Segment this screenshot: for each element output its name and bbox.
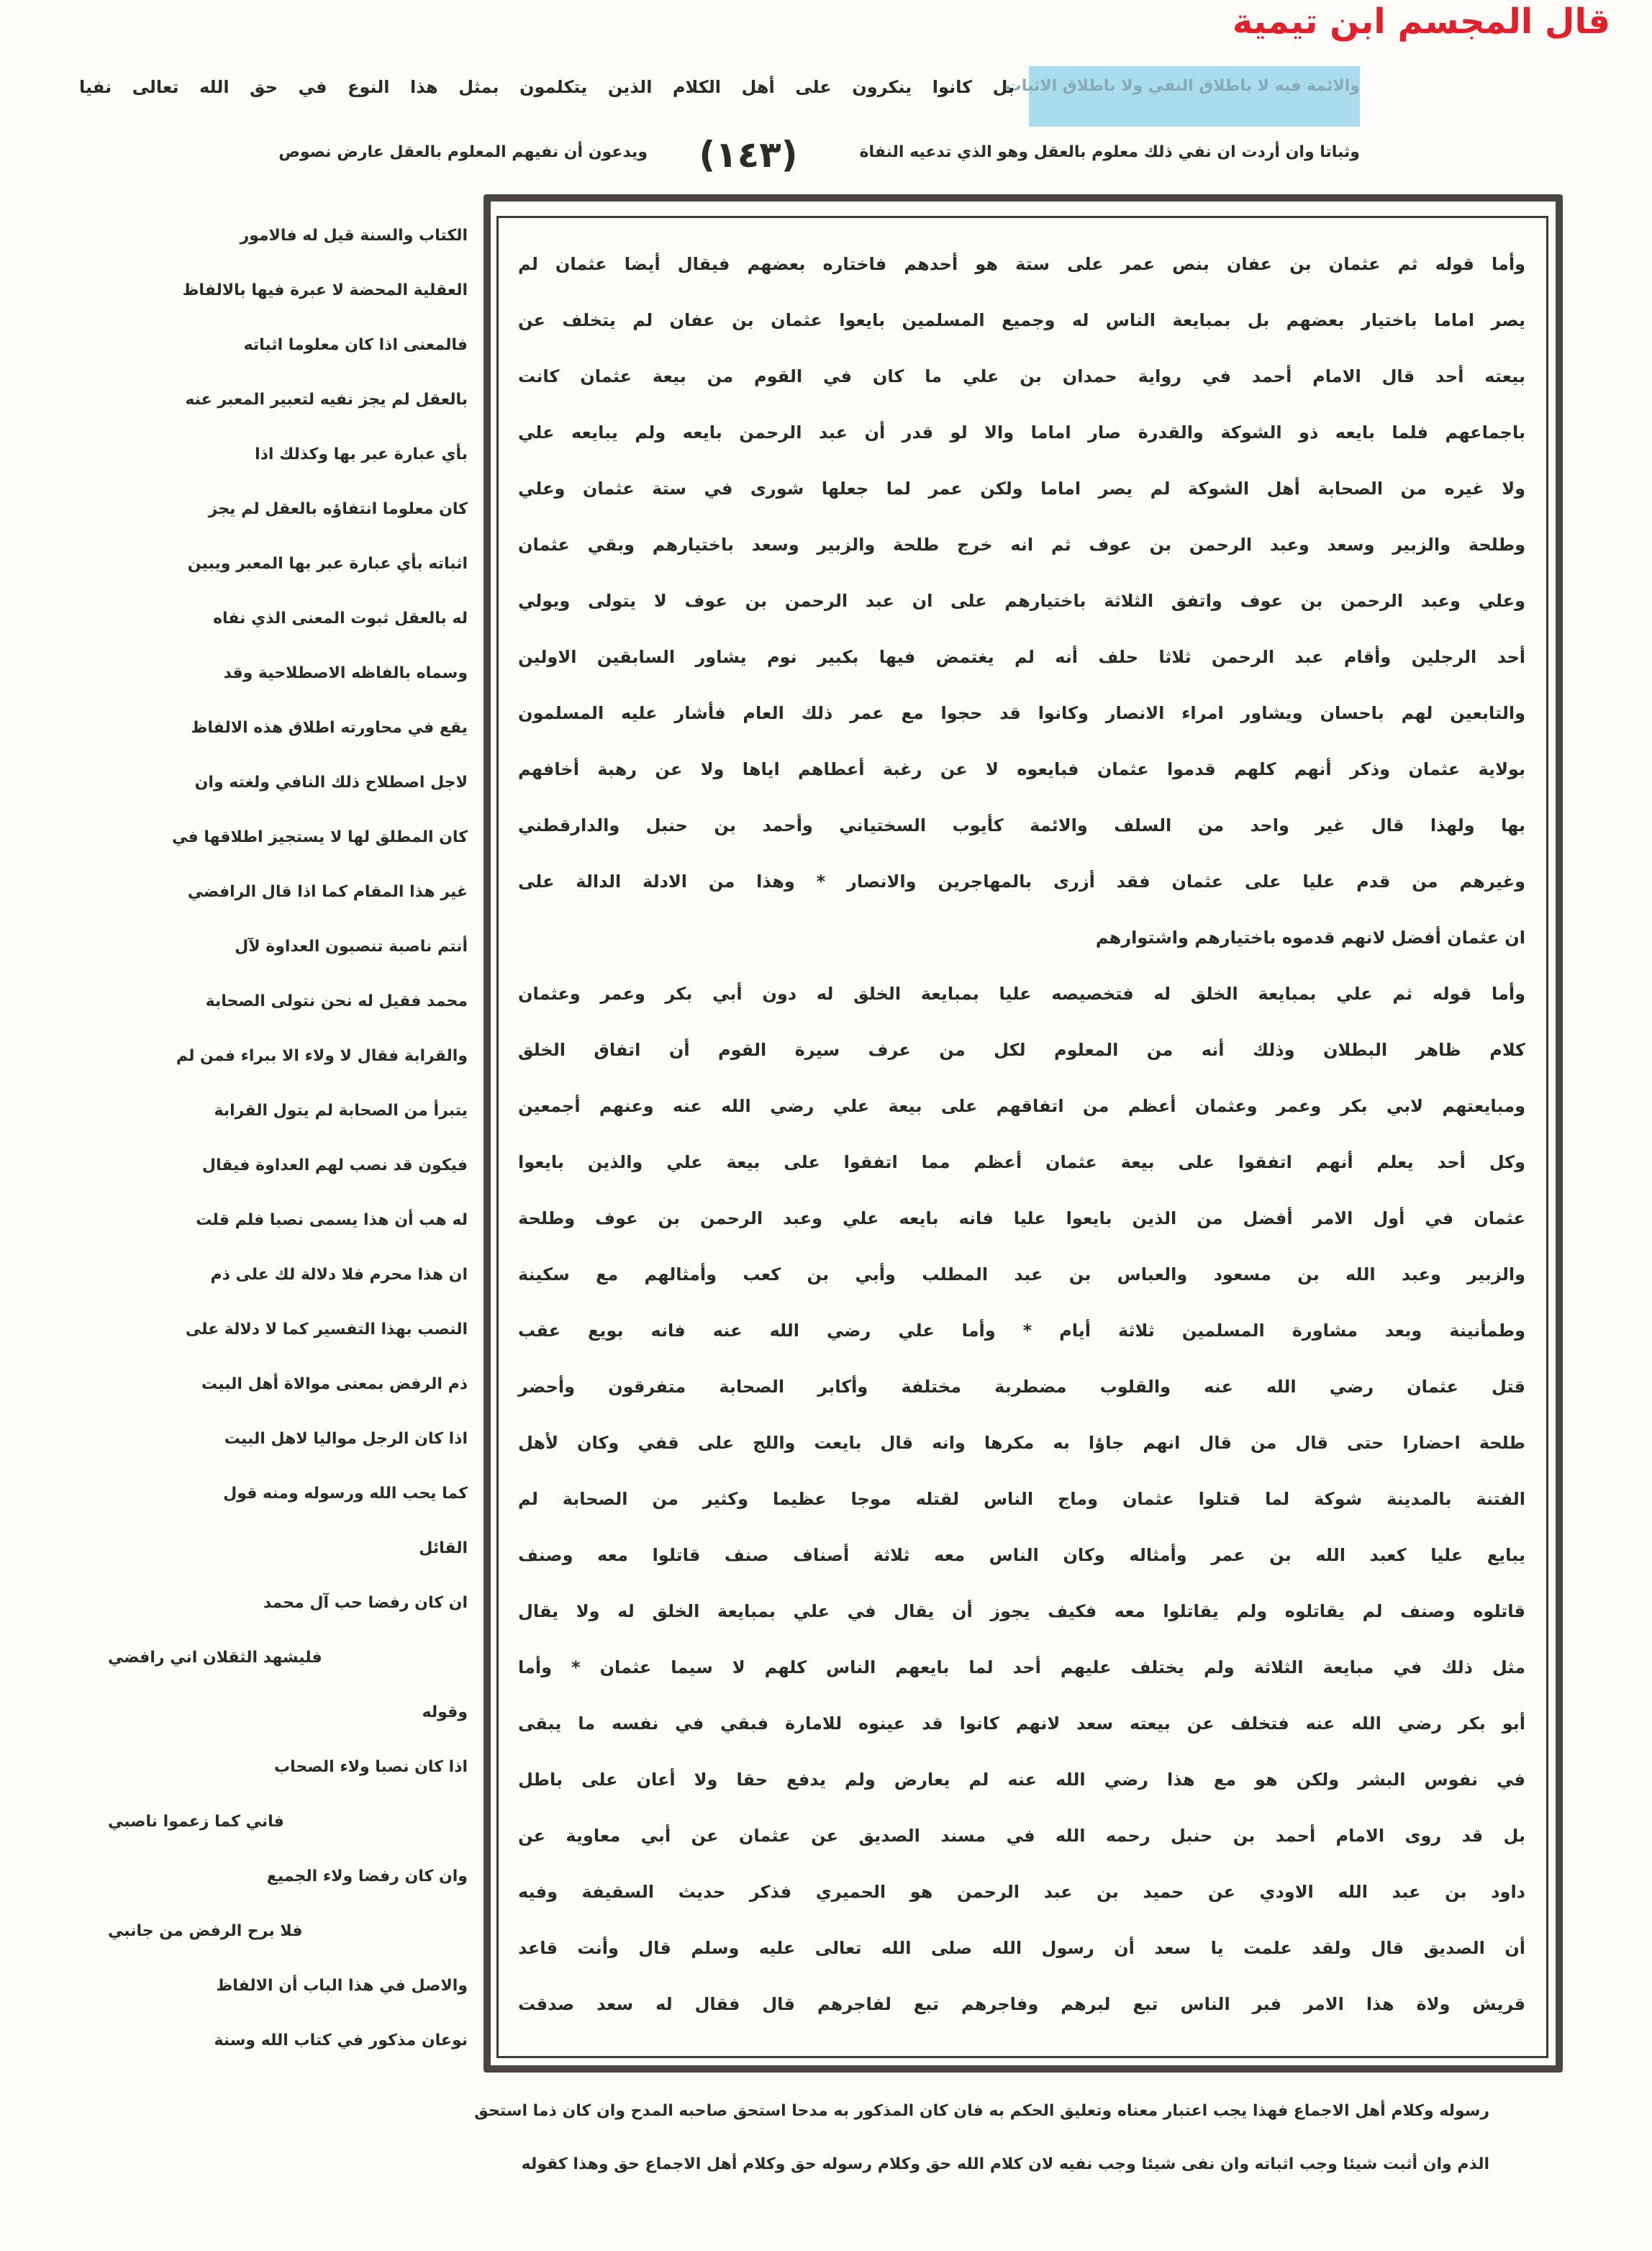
poem-line: ان كان رفضا حب آل محمد	[263, 1594, 468, 1612]
side-text-line: اذا كان الرجل مواليا لاهل البيت	[224, 1430, 468, 1448]
main-text-line: وطلحة والزبير وسعد وعبد الرحمن بن عوف ثم انه خرج طلحة والزبير وسعد باختيارهم وبقي عثمان	[518, 535, 1525, 555]
side-text-line: بأي عبارة عبر بها وكذلك اذا	[255, 445, 468, 463]
side-text-line: فالمعنى اذا كان معلوما اثباته	[243, 336, 468, 354]
header-line-1: بل كانوا ينكرون على أهل الكلام الذين يتكلمون بمثل هذا النوع في حق الله تعالى نفيا	[79, 77, 1015, 97]
side-text-line: ذم الرفض بمعنى موالاة أهل البيت	[201, 1375, 468, 1393]
main-text-line: قتل عثمان رضي الله عنه والقلوب مضطربة مختلفة وأكابر الصحابة متفرقون وأحضر	[518, 1377, 1525, 1397]
side-text-line: والاصل في هذا الباب أن الالفاظ	[216, 1977, 468, 1995]
main-text-line: يبايع عليا كعبد الله بن عمر وأمثاله وكان الناس معه ثلاثة أصناف صنف قاتلوا معه وصنف	[518, 1545, 1525, 1565]
page-number: (١٤٣)	[699, 134, 798, 176]
main-text-line: أن الصديق قال ولقد علمت يا سعد أن رسول الله صلى الله تعالى عليه وسلم قال وأنت قاعد	[518, 1938, 1525, 1958]
bottom-text-line: الذم وان أثبت شيئا وجب اثباته وان نفى شيئا وجب نفيه لان كلام الله حق وكلام رسوله حق وكلام أهل الاجماع حق وهذا كقوله	[521, 2155, 1489, 2173]
main-text-line: والزبير وعبد الله بن مسعود والعباس بن عبد المطلب وأبي بن كعب وأمثالهم مع سكينة	[518, 1264, 1525, 1285]
poem-line: وان كان رفضا ولاء الجميع	[266, 1867, 468, 1885]
main-text-line: بولاية عثمان وذكر أنهم كلهم قدموا عثمان فبايعوه لا عن رغبة أعطاهم اياها ولا عن رهبة أخافهم	[518, 759, 1525, 779]
side-text-line: اثباته بأي عبارة عبر بها المعبر ويبين	[187, 555, 468, 573]
main-text-line: وكل أحد يعلم أنهم اتفقوا على بيعة عثمان أعظم مما اتفقوا على بيعة علي والذين بايعوا	[518, 1152, 1525, 1172]
main-text-line: ومبايعتهم لابي بكر وعمر وعثمان أعظم من اتفاقهم على بيعة علي رضي الله عنه وعنهم أجمعين	[518, 1096, 1525, 1116]
main-text-line: أحد الرجلين وأقام عبد الرحمن ثلاثا حلف أنه لم يغتمض فيها بكبير نوم يشاور السابقين الاولين	[518, 647, 1525, 667]
main-text-line: في نفوس البشر ولكن هو مع هذا رضي الله عنه لم يعارض ولم يدفع حقا ولا أعان على باطل	[518, 1770, 1525, 1790]
poem-line: فاني كما زعموا ناصبي	[108, 1813, 284, 1831]
bottom-text-line: رسوله وكلام أهل الاجماع فهذا يجب اعتبار معناه وتعليق الحكم به فان كان المذكور به مدحا استحق صاحبه المدح وان كان ذما استحق	[474, 2102, 1489, 2120]
main-text-line: وغيرهم من قدم عليا على عثمان فقد أزرى بالمهاجرين والانصار * وهذا من الادلة الدالة على	[518, 871, 1525, 892]
side-text-line: كان المطلق لها لا يستجيز اطلاقها في	[172, 828, 468, 846]
side-text-line: كما يحب الله ورسوله ومنه قول	[223, 1485, 468, 1503]
main-text-line: قريش ولاة هذا الامر فبر الناس تبع لبرهم وفاجرهم تبع لفاجرهم قال فقال له سعد صدقت	[518, 1994, 1525, 2014]
highlight-marker	[1005, 66, 1360, 127]
main-text-line: ان عثمان أفضل لانهم قدموه باختيارهم واشتوارهم	[1095, 928, 1525, 948]
side-text-line: نوعان مذكور في كتاب الله وسنة	[214, 2032, 468, 2050]
side-text-line: يتبرأ من الصحابة لم يتول القرابة	[214, 1102, 468, 1120]
main-text-line: والتابعين لهم باحسان ويشاور امراء الانصار وكانوا قد حجوا مع عمر ذلك العام فأشار عليه المسلمون	[518, 703, 1525, 723]
main-text-line: بها ولهذا قال غير واحد من السلف والائمة كأيوب السختياني وأحمد بن حنبل والدارقطني	[518, 815, 1525, 835]
side-text-line: والقرابة فقال لا ولاء الا ببراء فمن لم	[176, 1047, 468, 1065]
side-text-line: أنتم ناصبة تنصبون العداوة لآل	[235, 938, 468, 956]
main-text-line: وعلي وعبد الرحمن بن عوف واتفق الثلاثة باختيارهم على ان عبد الرحمن بن عوف لا يتولى ويولي	[518, 591, 1525, 611]
main-text-line: يصر اماما باختيار بعضهم بل بمبايعة الناس له وجميع المسلمين بايعوا عثمان بن عفان لم يتخلف عن	[518, 310, 1525, 330]
side-text-line: يقع في محاورته اطلاق هذه الالفاظ	[191, 719, 468, 737]
main-text-line: ولا غيره من الصحابة أهل الشوكة لم يصر اماما ولكن عمر لما جعلها شورى في ستة عثمان وعلي	[518, 479, 1525, 499]
side-text-line: النصب بهذا التفسير كما لا دلالة على	[185, 1321, 468, 1339]
main-text-line: الفتنة بالمدينة شوكة لما قتلوا عثمان وماج الناس لقتله موجا عظيما وكثير من الصحابة لم	[518, 1489, 1525, 1509]
side-text-line: كان معلوما انتفاؤه بالعقل لم يجز	[208, 500, 468, 518]
main-text-line: مثل ذلك في مبايعة الثلاثة ولم يختلف عليهم أحد لما بايعهم الناس كلهم لا سيما عثمان * وأما	[518, 1657, 1525, 1677]
poem-line: وقوله	[422, 1703, 468, 1721]
side-text-line: ان هذا محرم فلا دلالة لك على ذم	[210, 1266, 468, 1284]
bottom-text-block	[94, 2087, 1489, 2193]
main-text-line: قاتلوه وصنف لم يقاتلوه ولم يقاتلوا معه فكيف يجوز أن يقال في علي بمبايعة الخلق له ولا يقال	[518, 1601, 1525, 1621]
main-text-block	[518, 237, 1525, 2034]
side-text-line: محمد فقيل له نحن نتولى الصحابة	[205, 992, 468, 1010]
side-text-line: له بالعقل ثبوت المعنى الذي نفاه	[213, 610, 468, 628]
main-text-line: باجماعهم فلما بايعه ذو الشوكة والقدرة صار اماما والا لو قدر أن عبد الرحمن بايعه ولم يبايعه علي	[518, 422, 1525, 443]
header-line-2-right: وثباتا وان أردت ان نفي ذلك معلوم بالعقل وهو الذي تدعيه النفاة	[859, 143, 1360, 161]
main-text-line: كلام ظاهر البطلان وذلك أنه من المعلوم لكل من عرف سيرة القوم أن اتفاق الخلق	[518, 1040, 1525, 1060]
main-text-line: داود بن عبد الله الاودي عن حميد بن عبد الرحمن هو الحميري فذكر حديث السقيفة وفيه	[518, 1882, 1525, 1902]
main-text-line: بل قد روى الامام أحمد بن حنبل رحمه الله في مسند الصديق عن عثمان عن أبي معاوية عن	[518, 1826, 1525, 1846]
main-text-line: وطمأنينة وبعد مشاورة المسلمين ثلاثة أيام * وأما علي رضي الله عنه فانه بويع عقب	[518, 1321, 1525, 1341]
poem-line: فلا برح الرفض من جانبي	[108, 1922, 303, 1940]
side-text-line: له هب أن هذا يسمى نصبا فلم قلت	[196, 1211, 468, 1229]
main-text-line: بيعته أحد قال الامام أحمد في رواية حمدان بن علي ما كان في القوم من بيعة عثمان كانت	[518, 366, 1525, 386]
main-text-line: وأما قوله ثم عثمان بن عفان بنص عمر على ستة هو أحدهم فاختاره بعضهم فيقال أيضا عثمان لم	[518, 254, 1525, 274]
annotation-title: قال المجسم ابن تيمية	[1232, 1, 1610, 42]
poem-line: اذا كان نصبا ولاء الصحاب	[273, 1758, 468, 1776]
side-text-line: وسماه بالفاظه الاصطلاحية وقد	[223, 664, 468, 682]
highlighted-phrase: والائمة فيه لا باطلاق النفي ولا باطلاق الاثبات	[1005, 77, 1360, 95]
side-text-line: العقلية المحضة لا عبرة فيها بالالفاظ	[182, 281, 468, 299]
main-text-line: أبو بكر رضي الله عنه فتخلف عن بيعته سعد لانهم كانوا قد عينوه للامارة فبقي في نفسه ما يبقى	[518, 1713, 1525, 1734]
side-column	[108, 209, 468, 2068]
main-text-line: وأما قوله ثم علي بمبايعة الخلق له فتخصيصه عليا بمبايعة الخلق له دون أبي بكر وعمر وعثمان	[518, 984, 1525, 1004]
header-line-2-left: ويدعون أن نفيهم المعلوم بالعقل عارض نصوص	[278, 143, 648, 161]
side-text-line: غير هذا المقام كما اذا قال الرافضي	[187, 883, 468, 901]
side-text-line: لاجل اصطلاح ذلك النافي ولغته وان	[194, 774, 468, 792]
side-text-line: الكتاب والسنة قيل له فالامور	[240, 227, 468, 245]
side-text-line: القائل	[419, 1539, 468, 1557]
main-text-line: عثمان في أول الامر أفضل من الذين بايعوا عليا فانه بايعه علي وعبد الرحمن بن عوف وطلحة	[518, 1208, 1525, 1228]
side-text-line: فيكون قد نصب لهم العداوة فيقال	[201, 1156, 468, 1174]
poem-line: فليشهد الثقلان اني رافضي	[108, 1649, 322, 1667]
side-text-line: بالعقل لم يجز نفيه لتعبير المعبر عنه	[185, 391, 468, 409]
main-text-line: طلحة احضارا حتى قال من قال انهم جاؤا به مكرها وانه قال بايعت واللج على قفي وكان لأهل	[518, 1433, 1525, 1453]
